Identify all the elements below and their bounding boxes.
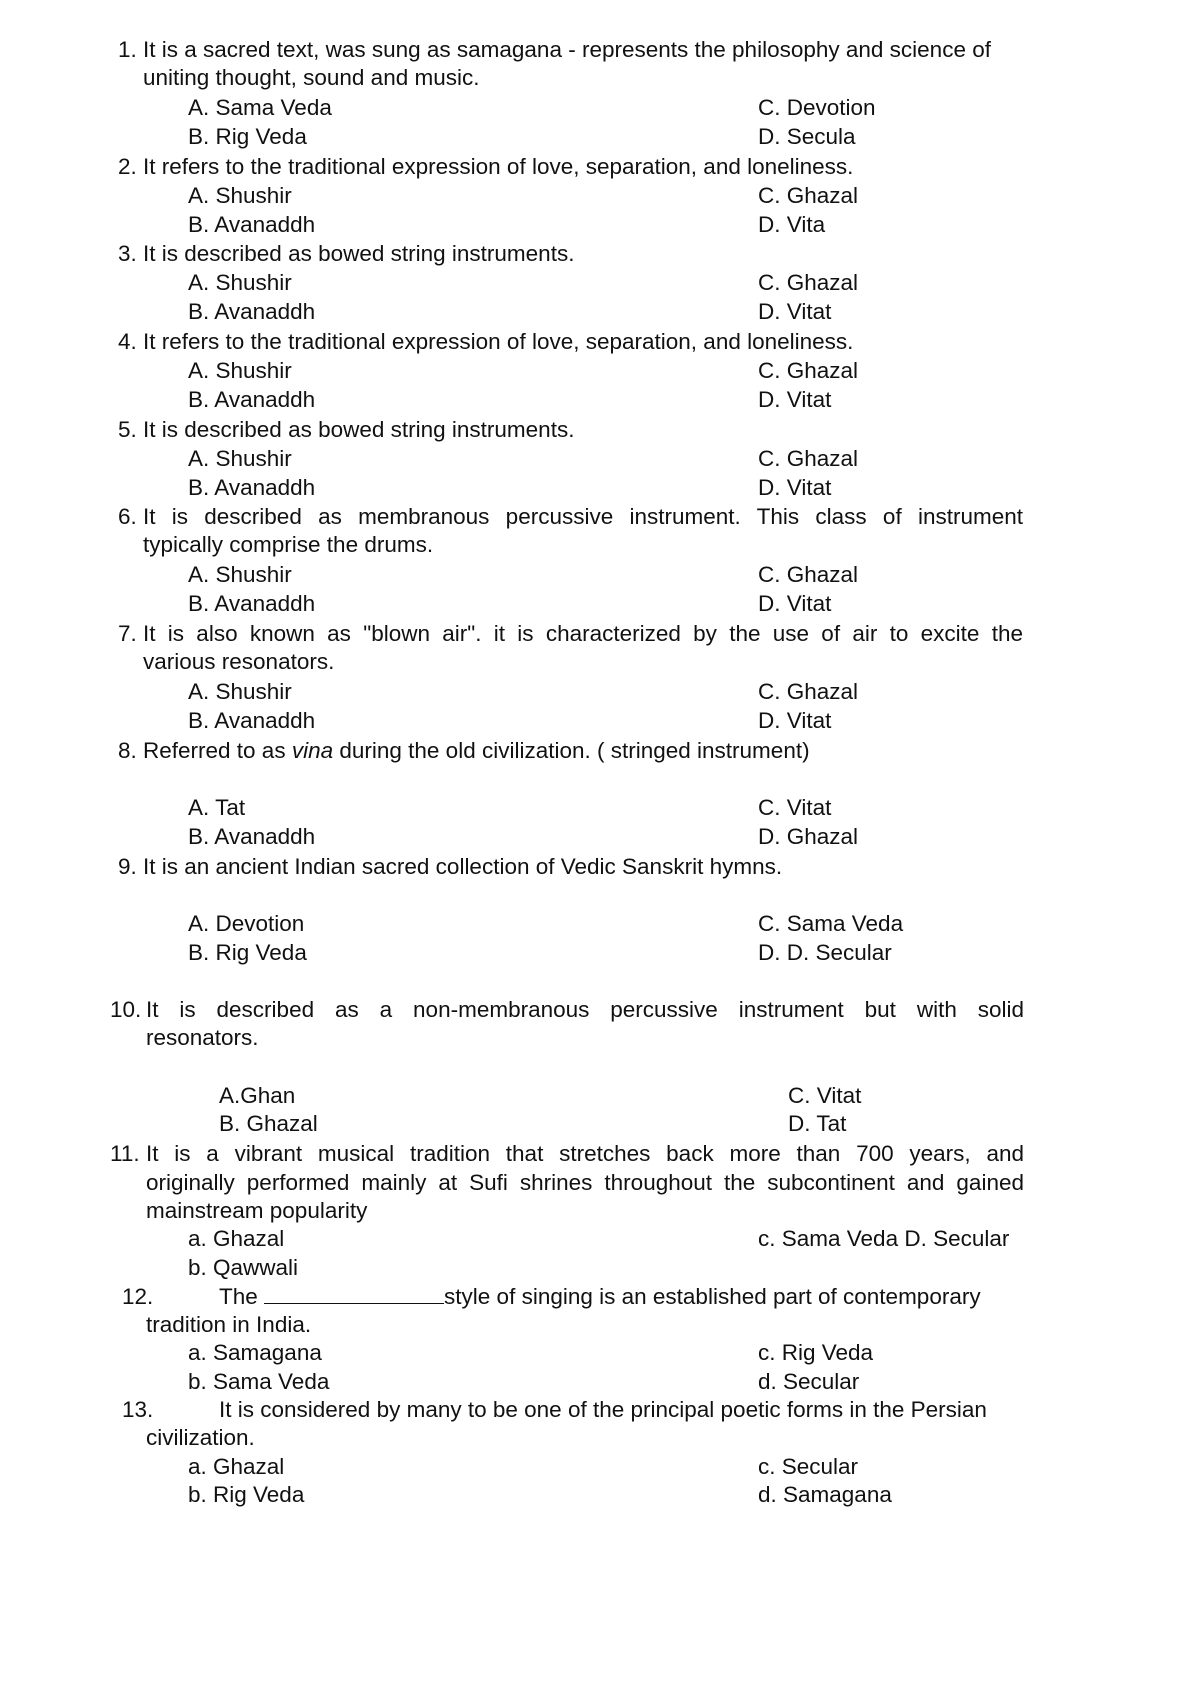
question-number: 2. xyxy=(118,154,137,179)
question-text: The style of singing is an established part of contemporary xyxy=(219,1284,981,1309)
option: c. Rig Veda xyxy=(758,1340,874,1365)
option: B. Rig Veda xyxy=(188,124,307,149)
option: b. Sama Veda xyxy=(188,1369,330,1394)
option: A. Shushir xyxy=(188,183,292,208)
question-number: 7. xyxy=(118,621,137,646)
option: A. Sama Veda xyxy=(188,95,332,120)
option: A. Shushir xyxy=(188,358,292,383)
option: D. Tat xyxy=(788,1111,847,1136)
question-text: It is a sacred text, was sung as samagana - represents the philosophy and science of xyxy=(143,37,991,62)
question-text: It is an ancient Indian sacred collection of Vedic Sanskrit hymns. xyxy=(143,854,783,879)
option: D. Vitat xyxy=(758,387,832,412)
question-number: 10. xyxy=(110,997,142,1022)
option: B. Avanaddh xyxy=(188,212,316,237)
question-text: It is described as a non-membranous percussive instrument but with solid xyxy=(146,997,1024,1022)
question-number: 11. xyxy=(110,1141,140,1166)
option: A. Shushir xyxy=(188,446,292,471)
option: b. Rig Veda xyxy=(188,1482,305,1507)
question-text: It is also known as "blown air". it is characterized by the use of air to excite the xyxy=(143,621,1023,646)
question-number: 12. xyxy=(122,1284,154,1309)
option: c. Sama Veda D. Secular xyxy=(758,1226,1010,1251)
option: A. Shushir xyxy=(188,270,292,295)
option: A. Shushir xyxy=(188,679,292,704)
question-text: It is described as bowed string instruments. xyxy=(143,417,575,442)
question-number: 9. xyxy=(118,854,137,879)
question-text: It refers to the traditional expression of love, separation, and loneliness. xyxy=(143,329,854,354)
question-number: 5. xyxy=(118,417,137,442)
question-number: 1. xyxy=(118,37,137,62)
option: C. Ghazal xyxy=(758,562,859,587)
option: D. Vita xyxy=(758,212,826,237)
option: A. Devotion xyxy=(188,911,305,936)
question-text: It is considered by many to be one of the principal poetic forms in the Persian xyxy=(219,1397,987,1422)
question-text: It is described as bowed string instruments. xyxy=(143,241,575,266)
question-text: It refers to the traditional expression of love, separation, and loneliness. xyxy=(143,154,854,179)
option: B. Avanaddh xyxy=(188,824,316,849)
option: B. Avanaddh xyxy=(188,708,316,733)
option: a. Ghazal xyxy=(188,1226,285,1251)
option: B. Avanaddh xyxy=(188,387,316,412)
question-text: uniting thought, sound and music. xyxy=(143,65,480,90)
question-number: 8. xyxy=(118,738,137,763)
option: B. Avanaddh xyxy=(188,299,316,324)
question-text: resonators. xyxy=(146,1025,259,1050)
option: a. Ghazal xyxy=(188,1454,285,1479)
question-text: Referred to as vina during the old civilization. ( stringed instrument) xyxy=(143,738,810,763)
option: B. Avanaddh xyxy=(188,591,316,616)
option: D. Vitat xyxy=(758,591,832,616)
option: C. Vitat xyxy=(788,1083,862,1108)
option: C. Ghazal xyxy=(758,270,859,295)
option: B. Avanaddh xyxy=(188,475,316,500)
option: A. Shushir xyxy=(188,562,292,587)
option: d. Samagana xyxy=(758,1482,892,1507)
question-text: civilization. xyxy=(146,1425,255,1450)
question-text: It is a vibrant musical tradition that stretches back more than 700 years, and xyxy=(146,1141,1024,1166)
question-text: tradition in India. xyxy=(146,1312,312,1337)
option: D. Vitat xyxy=(758,708,832,733)
option: C. Ghazal xyxy=(758,358,859,383)
option: c. Secular xyxy=(758,1454,859,1479)
option: a. Samagana xyxy=(188,1340,322,1365)
option: D. Secula xyxy=(758,124,856,149)
option: A.Ghan xyxy=(219,1083,296,1108)
question-number: 3. xyxy=(118,241,137,266)
option: C. Vitat xyxy=(758,795,832,820)
question-number: 13. xyxy=(122,1397,154,1422)
option: d. Secular xyxy=(758,1369,860,1394)
question-number: 4. xyxy=(118,329,137,354)
option: C. Sama Veda xyxy=(758,911,904,936)
question-number: 6. xyxy=(118,504,137,529)
option: C. Devotion xyxy=(758,95,876,120)
answer-blank xyxy=(264,1285,444,1304)
option: C. Ghazal xyxy=(758,446,859,471)
option: D. Ghazal xyxy=(758,824,859,849)
option: C. Ghazal xyxy=(758,679,859,704)
question-text: various resonators. xyxy=(143,649,335,674)
question-text: typically comprise the drums. xyxy=(143,532,434,557)
option: A. Tat xyxy=(188,795,246,820)
question-text: It is described as membranous percussive instrument. This class of instrument xyxy=(143,504,1023,529)
option: b. Qawwali xyxy=(188,1255,299,1280)
option: B. Rig Veda xyxy=(188,940,307,965)
option: D. Vitat xyxy=(758,475,832,500)
question-text: originally performed mainly at Sufi shrines throughout the subcontinent and gained xyxy=(146,1170,1024,1195)
question-text: mainstream popularity xyxy=(146,1198,368,1223)
option: C. Ghazal xyxy=(758,183,859,208)
option: D. Vitat xyxy=(758,299,832,324)
option: D. D. Secular xyxy=(758,940,892,965)
option: B. Ghazal xyxy=(219,1111,318,1136)
